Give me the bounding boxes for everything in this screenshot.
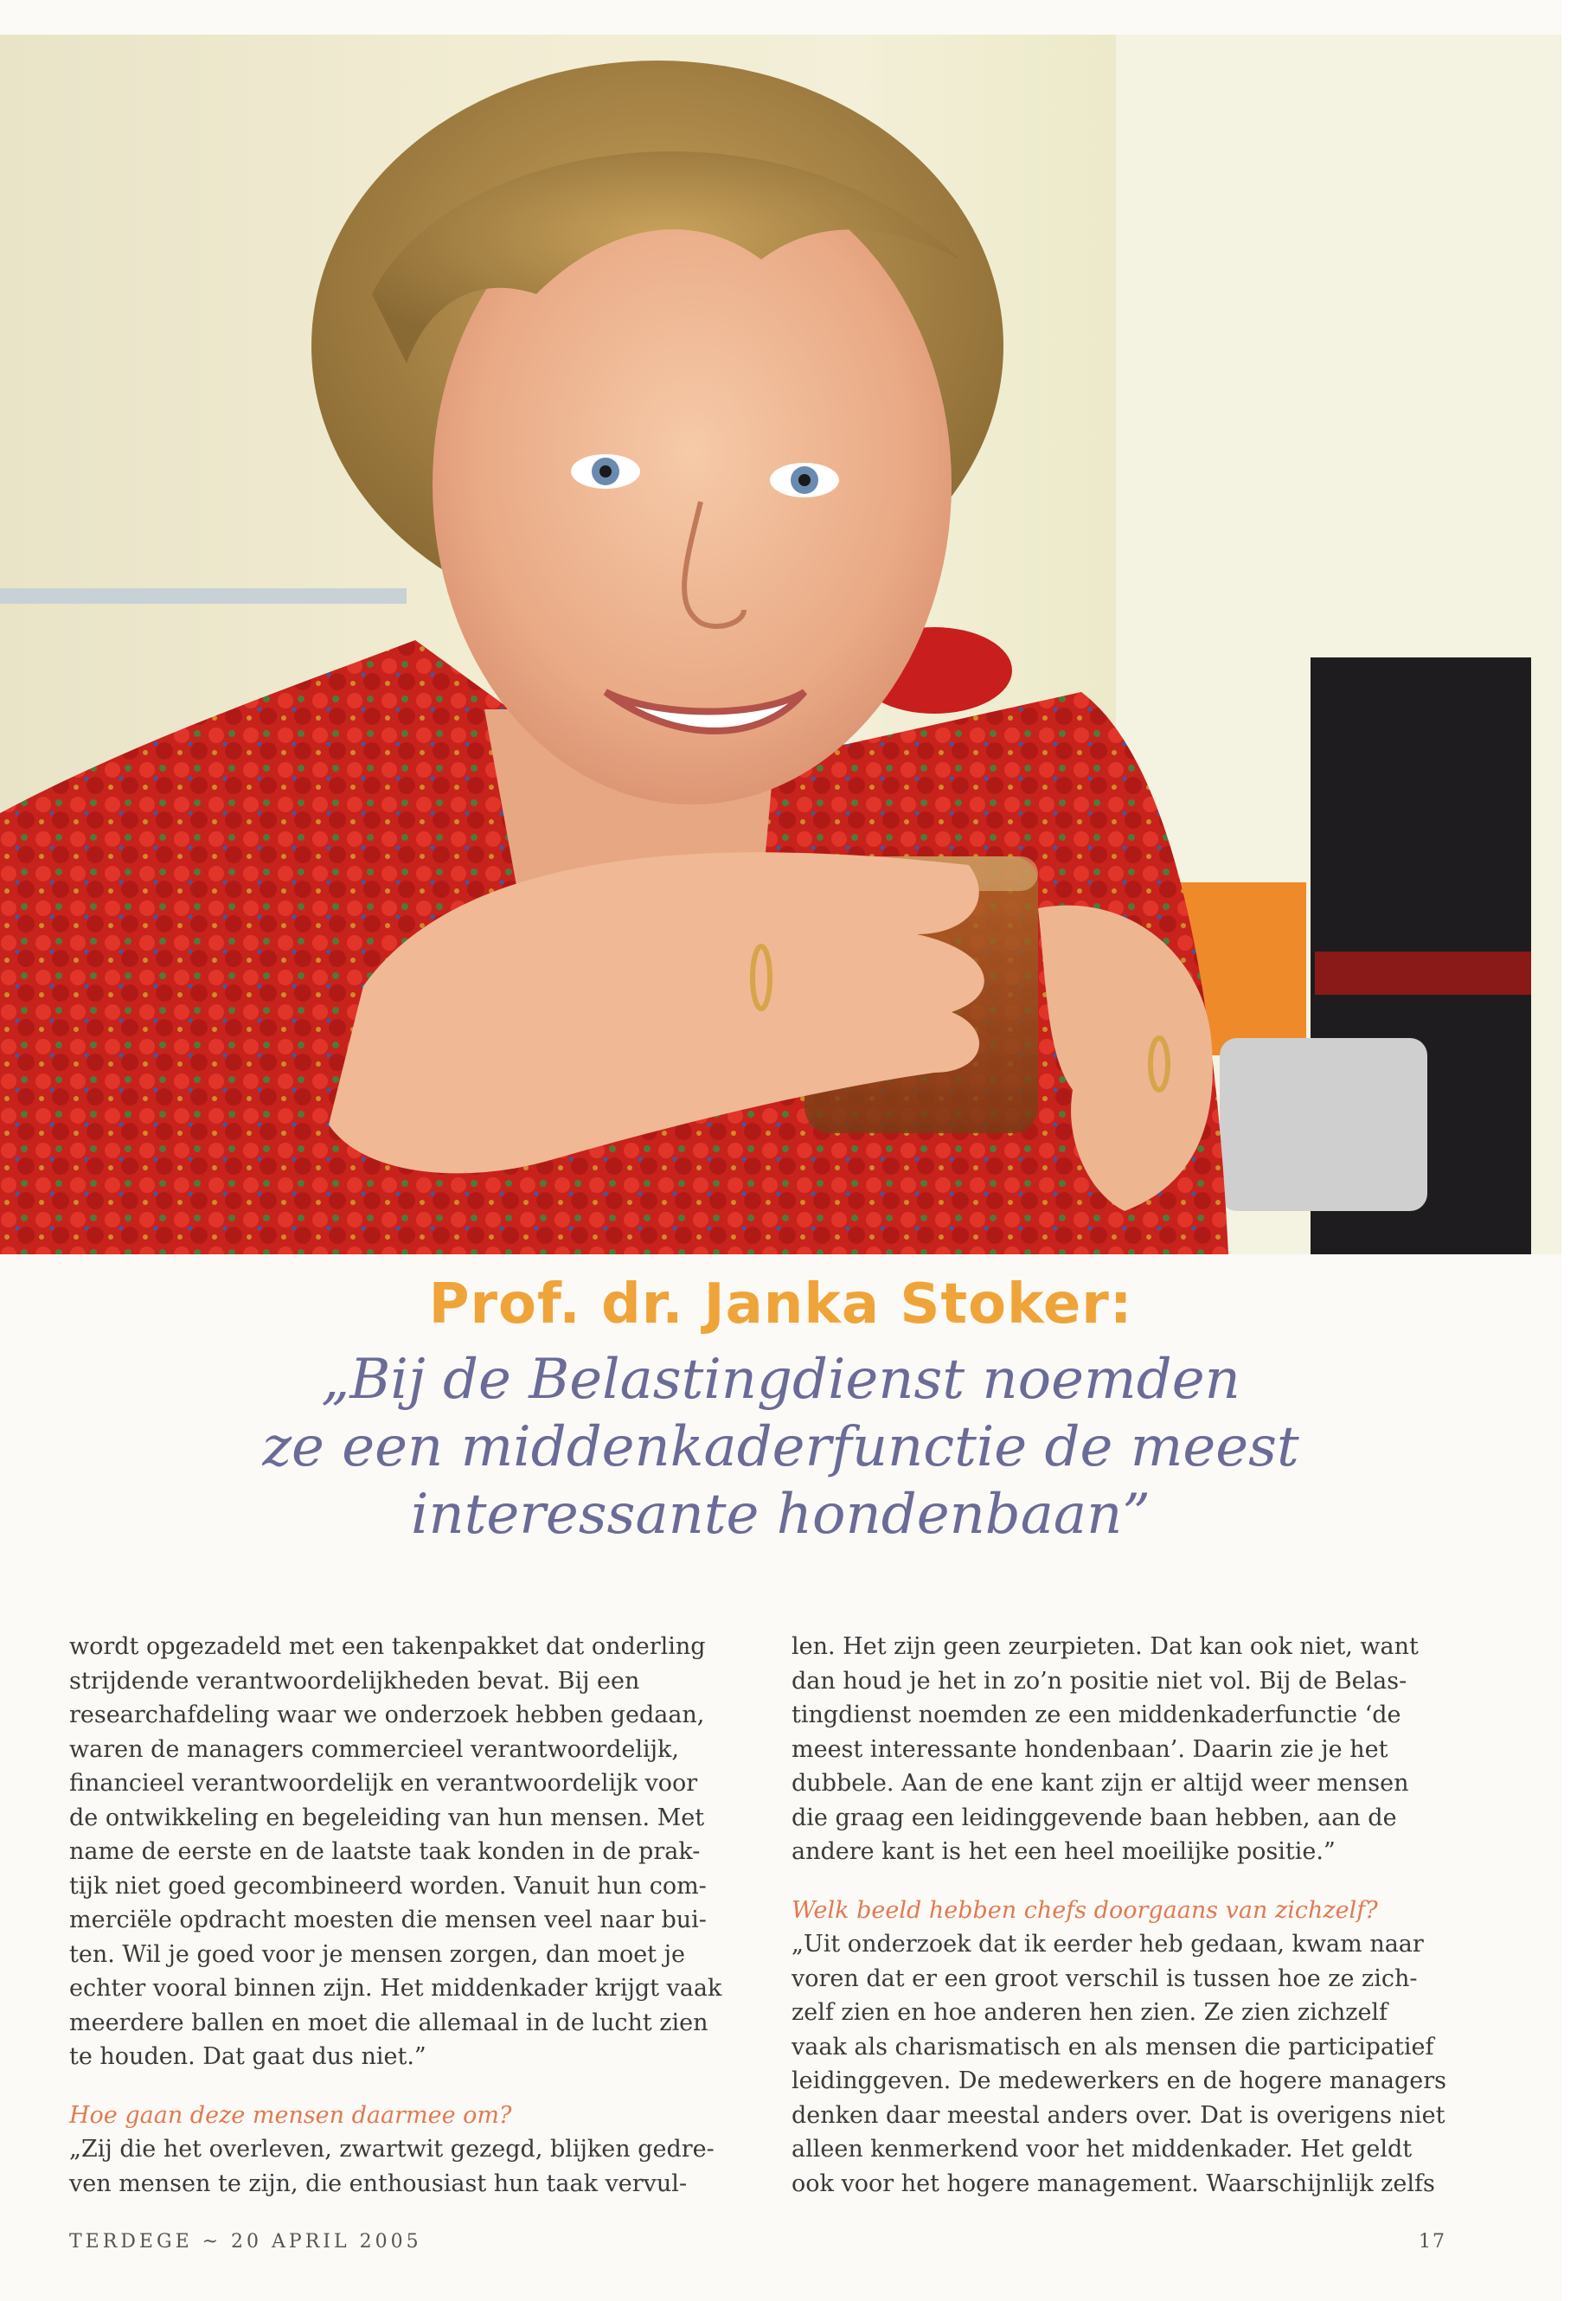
text-line: „Uit onderzoek dat ik eerder heb gedaan, kwam naar [792,1931,1424,1958]
text-line: tijk niet goed gecombineerd worden. Vanuit hun com- [69,1872,707,1900]
quote-line: interessante hondenbaan” [411,1483,1151,1547]
paragraph [69,2132,753,2201]
portrait-illustration [0,35,1561,1254]
paragraph [792,1927,1475,2201]
text-line: waren de managers commercieel verantwoordelijk, [69,1735,679,1763]
text-line: voren dat er een groot verschil is tussen hoe ze zich- [792,1965,1418,1992]
text-line: de ontwikkeling en begeleiding van hun mensen. Met [69,1804,705,1831]
text-line: vaak als charismatisch en als mensen die participatief [792,2033,1434,2061]
text-line: financieel verantwoordelijk en verantwoordelijk voor [69,1770,698,1797]
text-line: ook voor het hogere management. Waarschijnlijk zelfs [792,2170,1435,2197]
text-line: „Zij die het overleven, zwartwit gezegd, blijken gedre- [69,2136,715,2163]
text-line: die graag een leidinggevende baan hebben, aan de [792,1804,1397,1831]
text-line: zelf zien en hoe anderen hen zien. Ze zien zichzelf [792,1999,1388,2026]
interviewee-name: Prof. dr. Janka Stoker: [428,1272,1133,1336]
text-line: dubbele. Aan de ene kant zijn er altijd weer mensen [792,1770,1409,1797]
text-line: meest interessante hondenbaan’. Daarin zie je het [792,1735,1388,1763]
text-line: wordt opgezadeld met een takenpakket dat onderling [69,1633,706,1660]
text-line: ten. Wil je goed voor je mensen zorgen, dan moet je [69,1940,685,1968]
headline-quote [0,1346,1561,1548]
article-headline [0,1270,1561,1548]
text-line: alleen kenmerkend voor het middenkader. Het geldt [792,2136,1413,2163]
text-line: name de eerste en de laatste taak konden in de prak- [69,1838,701,1865]
text-line: te houden. Dat gaat dus niet.” [69,2043,426,2070]
page-margin [1561,0,1596,2301]
text-line: len. Het zijn geen zeurpieten. Dat kan ook niet, want [792,1633,1419,1660]
article-column-right [792,1630,1475,2201]
text-line: dan houd je het in zo’n positie niet vol. Bij de Belas- [792,1667,1407,1695]
text-line: echter vooral binnen zijn. Het middenkader krijgt vaak [69,1975,722,2002]
footer-publication: TERDEGE ~ 20 APRIL 2005 [69,2231,422,2253]
text-line: researchafdeling waar we onderzoek hebben gedaan, [69,1702,705,1728]
portrait-photo [0,35,1561,1254]
text-line: tingdienst noemden ze een middenkaderfunctie ‘de [792,1702,1401,1728]
text-line: ven mensen te zijn, die enthousiast hun taak vervul- [69,2170,688,2197]
interview-question: Welk beeld hebben chefs doorgaans van zichzelf? [792,1896,1378,1924]
paragraph [792,1630,1475,1869]
text-line: denken daar meestal anders over. Dat is overigens niet [792,2101,1445,2129]
article-column-left [69,1630,753,2201]
text-line: merciële opdracht moesten die mensen veel naar bui- [69,1907,707,1933]
paragraph [69,1630,753,2074]
quote-line: „Bij de Belastingdienst noemden [321,1348,1240,1412]
text-line: leidinggeven. De medewerkers en de hogere managers [792,2067,1447,2094]
page-number: 17 [1419,2231,1446,2253]
text-line: meerdere ballen en moet die allemaal in de lucht zien [69,2009,708,2036]
interview-question: Hoe gaan deze mensen daarmee om? [69,2101,512,2129]
text-line: strijdende verantwoordelijkheden bevat. Bij een [69,1667,640,1695]
text-line: andere kant is het een heel moeilijke positie.” [792,1838,1336,1865]
quote-line: ze een middenkaderfunctie de meest [262,1415,1299,1479]
